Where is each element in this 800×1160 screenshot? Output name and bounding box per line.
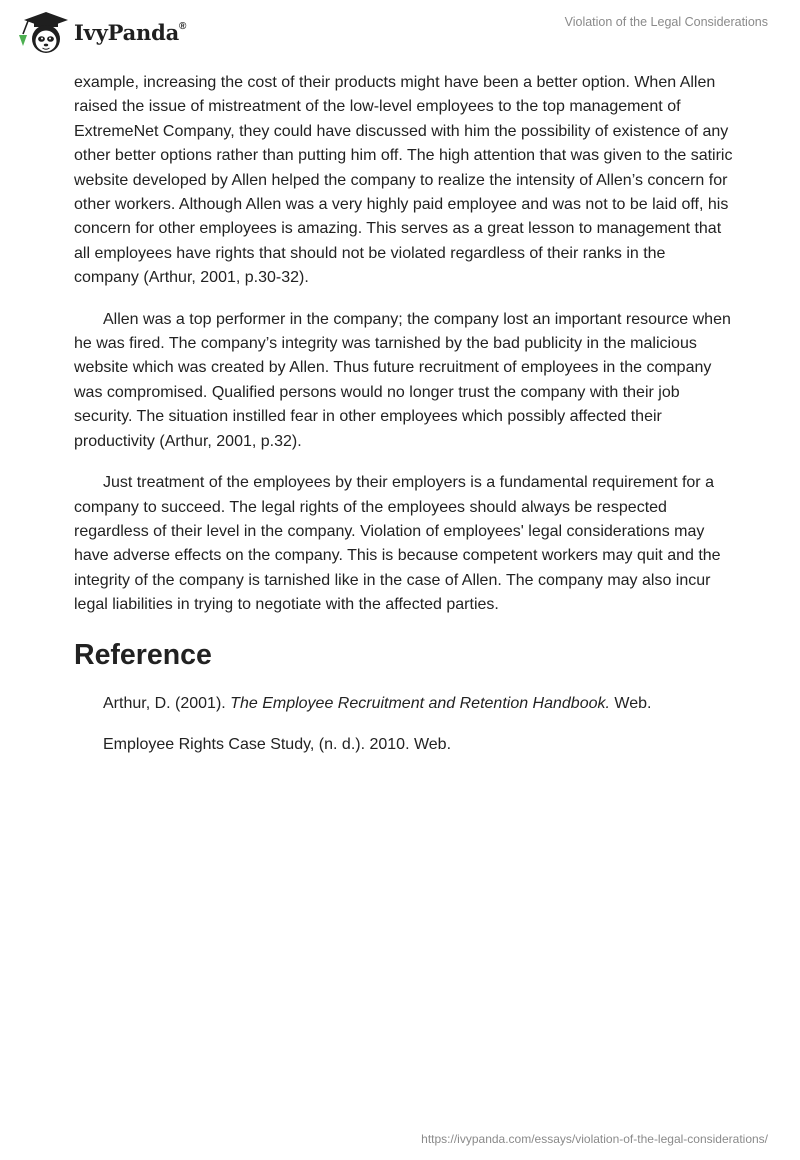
logo-wordmark: IvyPanda® <box>74 19 187 45</box>
source-url-link[interactable]: https://ivypanda.com/essays/violation-of-the-legal-considerations/ <box>421 1132 768 1146</box>
paragraph-1: example, increasing the cost of their products might have been a better option. When Allen raised the issue of mistreatment of the low-level employees to the top management of ExtremeNet Company, they could have discussed with him the possibility of existence of any other better options rather than putting him off. The high attention that was given to the satiric website developed by Allen helped the company to realize the intensity of Allen’s concern for other workers. Although Allen was a very highly paid employee and was not to be laid off, his concern for other employees is amazing. This serves as a great lesson to management that all employees have rights that should not be violated regardless of their ranks in the company (Arthur, 2001, p.30-32). <box>74 74 733 287</box>
panda-graduate-icon <box>14 8 72 56</box>
reference-item-2: Employee Rights Case Study, (n. d.). 2010. Web. <box>103 735 452 753</box>
reference-heading: Reference <box>74 638 212 671</box>
ivypanda-logo[interactable] <box>14 8 186 56</box>
reference-item-1: Arthur, D. (2001). The Employee Recruitment and Retention Handbook. Web. <box>103 694 652 712</box>
essay-body <box>74 71 734 774</box>
document-title: Violation of the Legal Considerations <box>564 15 768 29</box>
page-header <box>0 0 800 64</box>
paragraph-3: Just treatment of the employees by their employers is a fundamental requirement for a company to succeed. The legal rights of the employees should always be respected regardless of their level in the company. Violation of employees' legal considerations may have adverse effects on the company. This is because competent workers may quit and the integrity of the company is tarnished like in the case of Allen. The company may also incur legal liabilities in trying to negotiate with the affected parties. <box>74 474 721 614</box>
paragraph-2: Allen was a top performer in the company; the company lost an important resource when he was fired. The company’s integrity was tarnished by the bad publicity in the malicious website which was created by Allen. Thus future recruitment of employees in the company was compromised. Qualified persons would no longer trust the company with their job security. The situation instilled fear in other employees which possibly affected their productivity (Arthur, 2001, p.32). <box>74 310 731 450</box>
